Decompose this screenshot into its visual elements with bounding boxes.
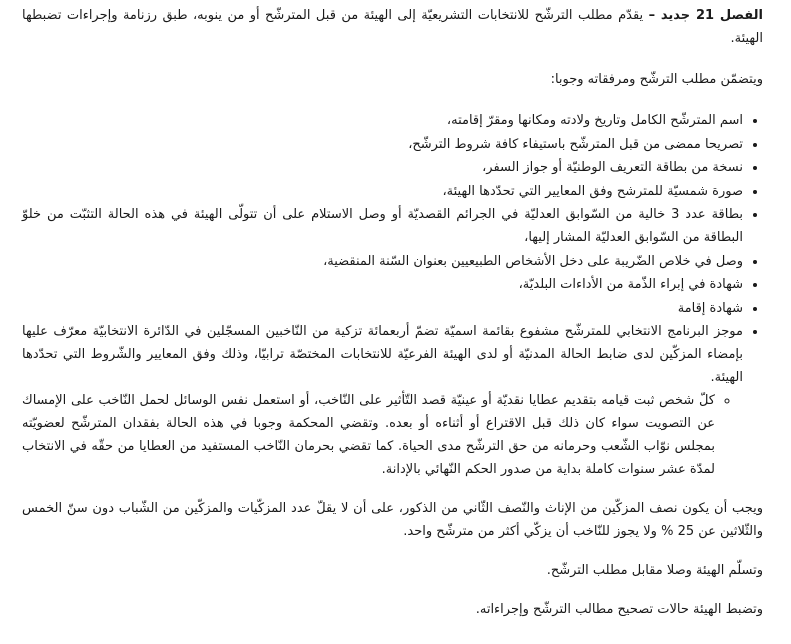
parity-paragraph: ويجب أن يكون نصف المزكّين من الإناث والنّصف الثّاني من الذكور، على أن لا يقلّ عدد المزكّيات والمزكّين من الشّباب دون سنّ الخمس والثّلاثين عن 25 % ولا يجوز للنّاخب أن يزكّي أكثر من مترشّح واحد. — [22, 501, 763, 539]
article-intro: يقدّم مطلب الترشّح للانتخابات التشريعيّة إلى الهيئة من قبل المترشّح أو من ينوبه، طبق رزنامة وإجراءات تضبطها الهيئة. — [22, 8, 763, 46]
list-item: • تصريحا ممضى من قبل المترشّح باستيفاء كافة شروط الترشّح، — [22, 133, 743, 156]
correction-paragraph: وتضبط الهيئة حالات تصحيح مطالب الترشّح وإجراءاته. — [475, 602, 763, 617]
sub-list-item: ◦ كلّ شخص ثبت قيامه بتقديم عطايا نقديّة أو عينيّة قصد التّأثير على النّاخب، أو استعمل نفس الوسائل لحمل النّاخب على الإمساك عن التصويت سواء كان ذلك قبل الاقتراع أو أثناءه أو بعده. وتقضي المحكمة وجوبا في هذه الحالة بفقدان المترشّح لعضويّته بمجلس نوّاب الشّعب وحرمانه من حق الترشّح مدى الحياة. كما تقضي بحرمان النّاخب المستفيد من العطايا من حقّه في الانتخاب لمدّة عشر سنوات كاملة بداية من صدور الحكم النّهائي بالإدانة. — [22, 389, 715, 481]
list-item: • صورة شمسيّة للمترشح وفق المعايير التي تحدّدها الهيئة، — [22, 180, 743, 203]
list-item: • شهادة إقامة — [22, 297, 743, 320]
program-text: موجز البرنامج الانتخابي للمترشّح مشفوع بقائمة اسميّة تضمّ أربعمائة تزكية من النّاخبين المسجّلين في الدّائرة الانتخابيّة معرّف عليها بإمضاء المزكّين لدى ضابط الحالة المدنيّة أو لدى الهيئة الفرعيّة للانتخابات المختصّة ترابيّا، وذلك وفق المعايير والشّروط التي تحدّدها الهيئة. — [22, 324, 743, 385]
list-item: • وصل في خلاص الضّريبة على دخل الأشخاص الطبيعيين بعنوان السّنة المنقضية، — [22, 250, 743, 273]
requirements-intro: ويتضمّن مطلب الترشّح ومرفقاته وجوبا: — [550, 72, 763, 87]
list-item: • اسم المترشّح الكامل وتاريخ ولادته ومكانها ومقرّ إقامته، — [22, 109, 743, 132]
receipt-paragraph: وتسلّم الهيئة وصلا مقابل مطلب الترشّح. — [546, 563, 763, 578]
list-item: • نسخة من بطاقة التعريف الوطنيّة أو جواز السفر، — [22, 156, 743, 179]
list-item: • شهادة في إبراء الذّمة من الأداءات البلديّة، — [22, 273, 743, 296]
list-item-program — [22, 320, 743, 481]
list-item: • بطاقة عدد 3 خالية من السّوابق العدليّة في الجرائم القصديّة أو وصل الاستلام على أن تتولّى الهيئة في هذه الحالة التثبّت من خلوّ البطاقة من السّوابق العدليّة المشار إليها، — [22, 203, 743, 249]
article-opening — [22, 4, 763, 50]
requirements-list — [22, 109, 763, 481]
article-heading: الفصل 21 جديد – — [648, 8, 764, 23]
sub-list — [22, 389, 743, 481]
